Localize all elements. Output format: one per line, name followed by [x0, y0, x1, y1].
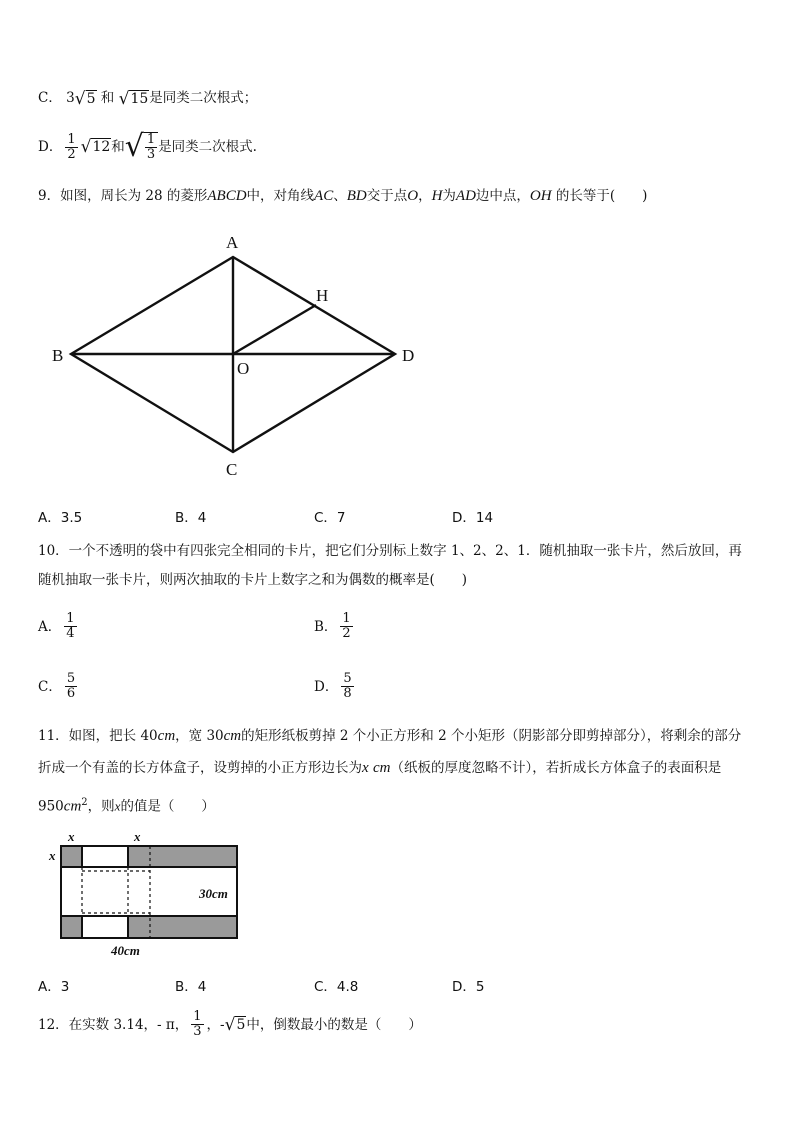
option-label: C．	[38, 90, 62, 106]
radical: √ $\frac{1}{3}$	[125, 132, 158, 162]
segment-oh	[233, 305, 316, 354]
q11-stem-line2: 折成一个有盖的长方体盒子，设剪掉的小正方形边长为x cm（纸板的厚度忽略不计），若折成长方体盒子的表面积是	[38, 760, 722, 776]
radical: √ 5	[224, 1014, 246, 1035]
x-label-top-2: x	[134, 829, 141, 844]
rhombus-figure	[40, 228, 440, 488]
radical: √ 15	[118, 88, 149, 109]
q8-option-c	[38, 88, 257, 108]
q11-option-c[interactable]: C．4.8	[314, 979, 359, 995]
q9-option-c[interactable]: C．7	[314, 510, 346, 526]
q9-option-d[interactable]: D．14	[452, 510, 494, 526]
conjunction: 和	[111, 139, 125, 155]
length-label: 40cm	[111, 943, 140, 958]
q9-stem: 9．如图，周长为 28 的菱形ABCD中，对角线AC、BD交于点O，H为AD边中点，OH 的长等于( )	[38, 188, 648, 204]
q11-option-d[interactable]: D．5	[452, 979, 485, 995]
q12-stem: 12．在实数 3.14，- π， $\frac{1}{3}$ ，- √ 5 中，倒数最小的数是（ ）	[38, 1009, 422, 1039]
option-text: 是同类二次根式.	[158, 139, 257, 155]
vertex-label-b: B	[52, 346, 64, 365]
width-label: 30cm	[199, 886, 228, 901]
option-text: 是同类二次根式；	[149, 90, 258, 106]
fraction: $\frac{1}{2}$	[67, 131, 76, 162]
box-net-figure	[40, 826, 260, 966]
q11-option-b[interactable]: B．4	[175, 979, 207, 995]
coefficient: 3	[66, 90, 75, 106]
q9-option-b[interactable]: B．4	[175, 510, 207, 526]
q10-stem-line2: 随机抽取一张卡片，则两次抽取的卡片上数字之和为偶数的概率是( )	[38, 572, 468, 588]
x-label-left: x	[49, 848, 56, 863]
q11-option-a[interactable]: A．3	[38, 979, 70, 995]
x-label-top-1: x	[68, 829, 75, 844]
option-label: D．	[38, 139, 63, 155]
q9-option-a[interactable]: A．3.5	[38, 510, 83, 526]
radical: √ 5	[74, 88, 96, 109]
q8-option-d	[38, 129, 257, 164]
vertex-label-c: C	[226, 460, 238, 479]
q10-option-b[interactable]: B． $\frac{1}{2}$	[314, 611, 351, 641]
radical: √ 12	[80, 137, 111, 157]
point-label-o: O	[237, 359, 250, 378]
q11-stem-line3: $950cm^2$，则x的值是（ ）	[38, 797, 215, 815]
q11-stem-line1: 11．如图，把长 40cm，宽 30cm的矩形纸板剪掉 2 个小正方形和 2 个小矩形（阴影部分即剪掉部分），将剩余的部分	[38, 728, 742, 744]
point-label-h: H	[316, 286, 329, 305]
q10-option-a[interactable]: A． $\frac{1}{4}$	[38, 611, 75, 641]
q10-option-d[interactable]: D． $\frac{5}{8}$	[314, 671, 352, 701]
q10-option-c[interactable]: C． $\frac{5}{6}$	[38, 671, 76, 701]
vertex-label-a: A	[226, 233, 239, 252]
q10-stem-line1: 10．一个不透明的袋中有四张完全相同的卡片，把它们分别标上数字 1、2、2、1．随机抽取一张卡片，然后放回，再	[38, 543, 742, 559]
conjunction: 和	[100, 90, 115, 106]
vertex-label-d: D	[402, 346, 415, 365]
